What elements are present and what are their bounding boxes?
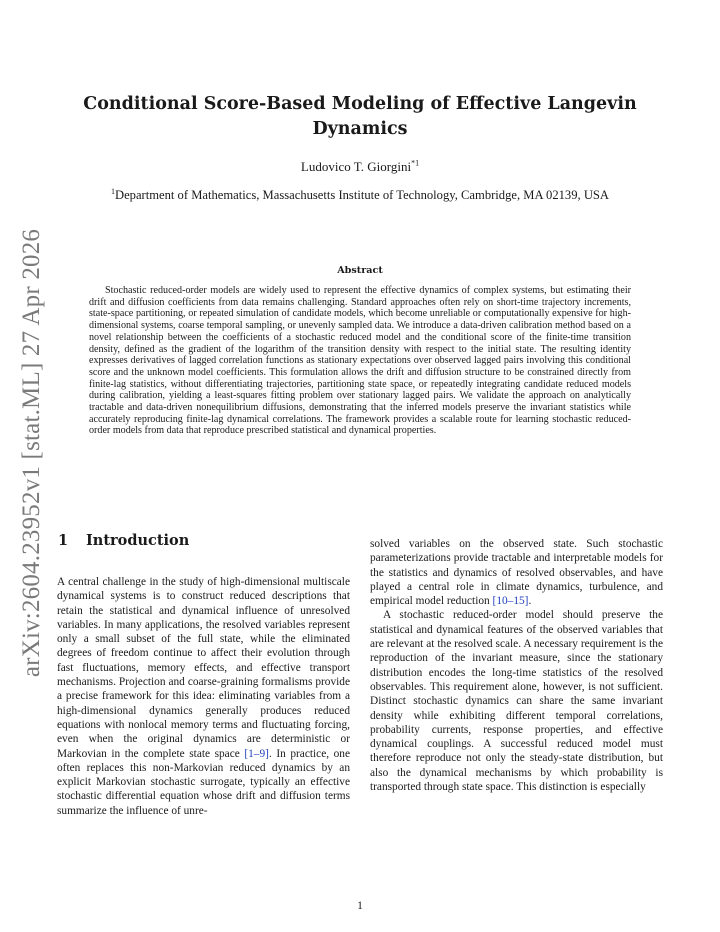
section-heading (58, 532, 189, 549)
affiliation-text: Department of Mathematics, Massachusetts Institute of Technology, Cambridge, MA 02139, USA (114, 188, 610, 202)
intro-paragraph-1-end: . (528, 595, 532, 608)
author-line (0, 159, 720, 175)
affiliation-line (0, 188, 720, 203)
arxiv-identifier-text: arXiv:2604.23952v1 [stat.ML] 27 Apr 2026 (18, 228, 46, 678)
arxiv-identifier-stamp (12, 228, 52, 678)
author-marks: *1 (411, 158, 420, 168)
abstract-body: Stochastic reduced-order models are widely used to represent the effective dynamics of complex systems, but estimating their drift and diffusion coefficients from data remains challenging. Standard approaches often rely on short-time trajectory increments, state-space partitioning, or repeated simulation of candidate models, which become unreliable or computationally expensive for high-dimensional systems, coarse temporal sampling, or unevenly sampled data. We introduce a data-driven calibration method based on a novel relationship between the coefficients of a stochastic reduced model and the conditional score of the finite-time transition density, defined as the gradient of the logarithm of the transition density with respect to the initial state. The resulting identity expresses derivatives of lagged correlation functions as stationary expectations over observed lagged pairs involving this conditional score and the unknown model coefficients. This formulation allows the drift and diffusion structure to be constrained directly from finite-lag statistics, without differentiating trajectories, partitioning state space, or repeatedly integrating candidate reduced models during calibration, yielding a least-squares fitting problem over stationary lagged pairs. We validate the approach on analytically tractable and data-driven nonequilibrium diffusions, demonstrating that the inferred models preserve the invariant statistics while accurately reproducing finite-lag dynamical correlations. The framework provides a scalable route for learning stochastic reduced-order models from data that reproduce prescribed statistical and dynamical properties. (89, 285, 631, 437)
right-column (370, 537, 663, 794)
intro-paragraph-1-part-a: A central challenge in the study of high-dimensional multiscale dynamical systems is to construct reduced descriptions that retain the statistical and dynamical influence of unresolved variables. In many applications, the resolved variables represent only a small subset of the full state, while the eliminated degrees of freedom continue to affect their evolution through fast fluctuations, memory effects, and effective transport mechanisms. Projection and coarse-graining formalisms provide a precise framework for this idea: eliminating variables from a high-dimensional dynamics generally produces reduced equations with nonlocal memory terms and fluctuating forcing, even when the original dynamics are deterministic or Markovian in the complete state space (57, 576, 350, 760)
abstract-heading: Abstract (337, 265, 383, 276)
affiliation-mark: 1 (110, 186, 115, 196)
section-number: 1 (58, 532, 69, 549)
intro-paragraph-1 (57, 575, 350, 818)
intro-paragraph-1-continued (370, 537, 663, 608)
paper-title: Conditional Score-Based Modeling of Effective Langevin Dynamics (83, 94, 637, 139)
intro-paragraph-2: A stochastic reduced-order model should preserve the statistical and dynamical features of the observed variables that are relevant at the resolved scale. A necessary requirement is the reproduction of the invariant measure, since the stationary distribution encodes the long-time statistics of the resolved observables. This requirement alone, however, is not sufficient. Distinct stochastic dynamics can share the same invariant density while exhibiting different temporal correlations, probability currents, response properties, and effective dynamical couplings. A successful reduced model must therefore reproduce not only the steady-state distribution, but also the dynamical mechanisms by which probability is transported through state space. This distinction is especially (370, 609, 663, 794)
citation-link-1-9[interactable]: [1–9] (244, 747, 269, 760)
intro-paragraph-1-part-b-start: . In practice, one often replaces this non-Markovian reduced dynamics by an explicit Markovian stochastic surrogate, typically an effective stochastic differential equation whose drift and diffusion terms summarize the influence of unre- (57, 747, 350, 817)
section-title: Introduction (86, 532, 190, 549)
citation-link-10-15[interactable]: [10–15] (492, 595, 529, 608)
intro-paragraph-1-part-b-end: solved variables on the observed state. Such stochastic parameterizations provide tractable and interpretable models for the statistics and dynamics of resolved observables, and have played a central role in climate dynamics, turbulence, and empirical model reduction (370, 538, 663, 608)
page-number: 1 (357, 900, 363, 912)
left-column (57, 575, 350, 818)
author-name: Ludovico T. Giorgini (300, 159, 412, 174)
